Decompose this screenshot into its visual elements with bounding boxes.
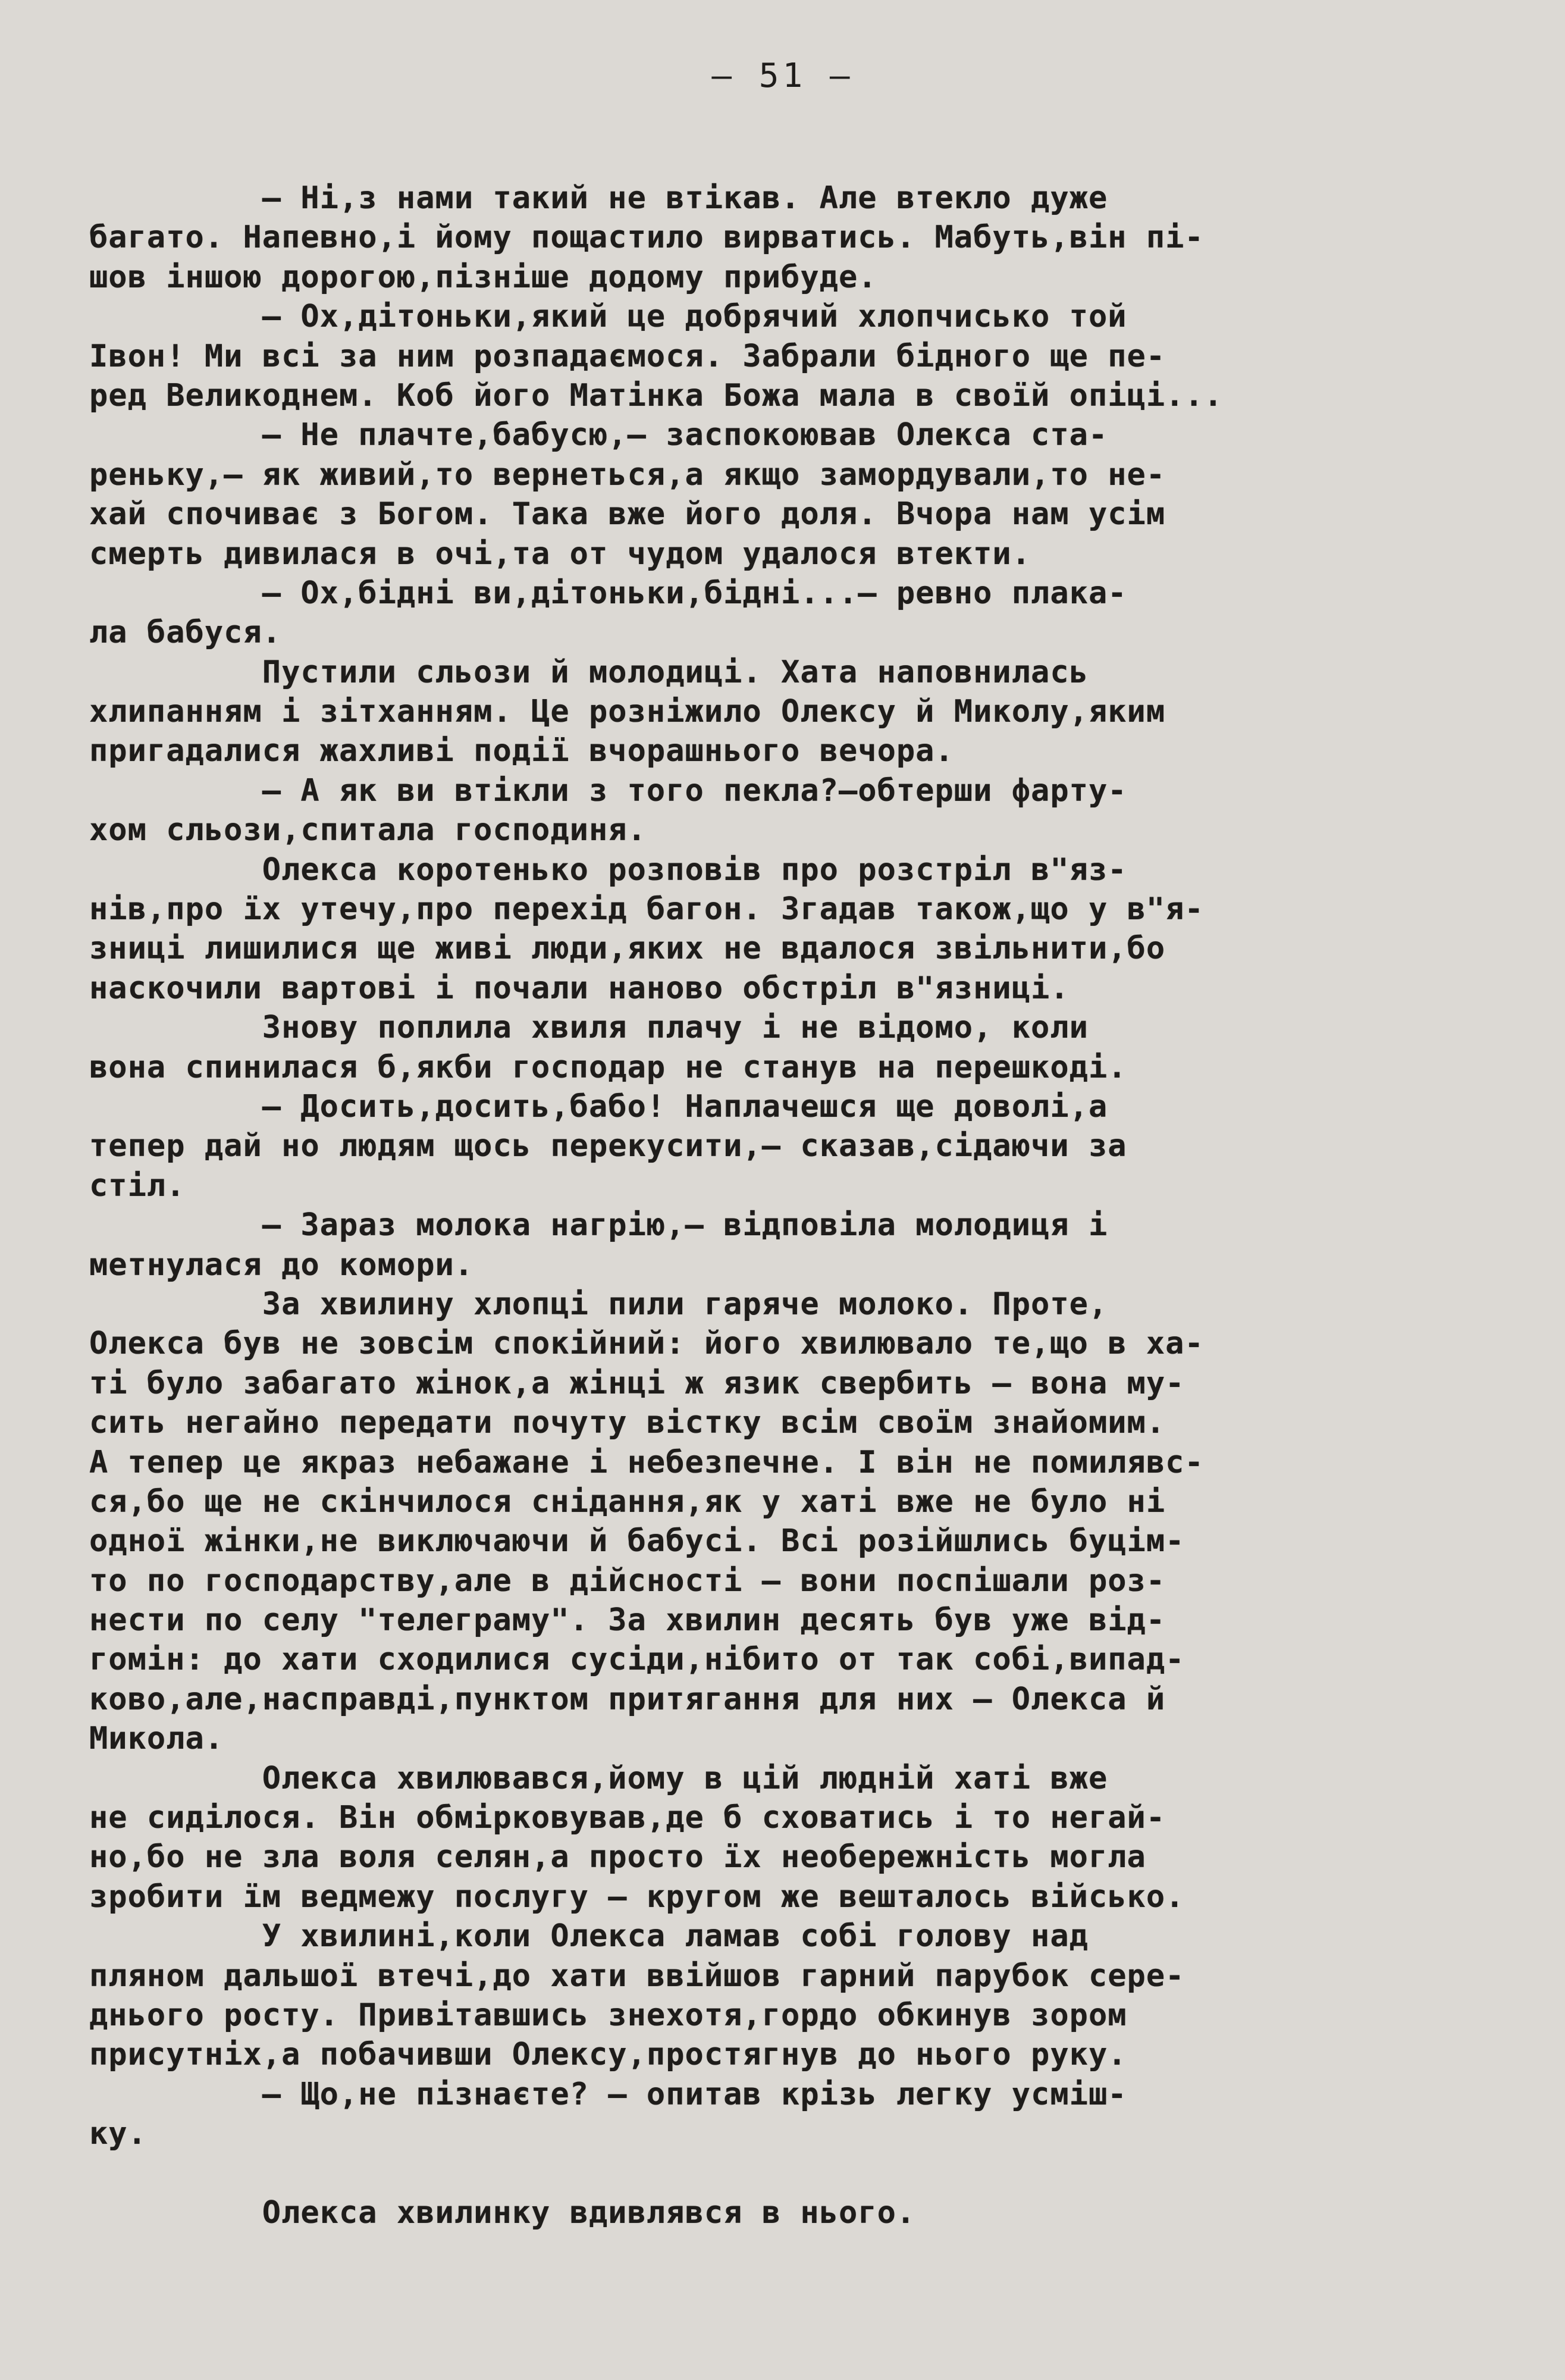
text-line: не сиділося. Він обмірковував,де б сховатись і то негай- (89, 1800, 1166, 1836)
text-line: зробити їм ведмежу послугу – кругом же вешталось військо. (89, 1878, 1185, 1915)
text-line: – Досить,досить,бабо! Наплачешся ще доволі,а (89, 1088, 1108, 1125)
text-line: ті було забагато жінок,а жінці ж язик свербить – вона му- (89, 1365, 1185, 1401)
text-line: – Не плачте,бабусю,– заспокоював Олекса ста- (89, 417, 1108, 453)
text-line: смерть дивилася в очі,та от чудом удалося втекти. (89, 536, 1031, 572)
text-line: – Ні,з нами такий не втікав. Але втекло дуже (89, 180, 1108, 216)
text-line: наскочили вартові і почали наново обстріл в"язниці. (89, 970, 1070, 1006)
text-line: тепер дай но людям щось перекусити,– сказав,сідаючи за (89, 1128, 1127, 1164)
text-line: ла бабуся. (89, 615, 282, 651)
text-line: вона спинилася б,якби господар не станув на перешкоді. (89, 1049, 1127, 1085)
text-line: ку. (89, 2116, 147, 2152)
text-line: хлипанням і зітханням. Це розніжило Олексу й Миколу,яким (89, 694, 1166, 730)
text-line: – Що,не пізнаєте? – опитав крізь легку усміш- (89, 2076, 1127, 2112)
text-line: За хвилину хлопці пили гаряче молоко. Проте, (89, 1286, 1108, 1322)
text-line: ково,але,насправді,пунктом притягання для них – Олекса й (89, 1681, 1166, 1717)
text-line: А тепер це якраз небажане і небезпечне. І він не помилявс- (89, 1444, 1204, 1480)
text-line: У хвилині,коли Олекса ламав собі голову над (89, 1918, 1089, 1955)
text-line: Микола. (89, 1721, 224, 1757)
text-line: ся,бо ще не скінчилося снідання,як у хаті вже не було ні (89, 1483, 1166, 1520)
text-line (89, 2154, 1517, 2193)
text-line: Олекса коротенько розповів про розстріл в"яз- (89, 851, 1127, 888)
text-line: сить негайно передати почуту вістку всім своїм знайомим. (89, 1405, 1166, 1441)
text-line: реньку,– як живий,то вернеться,а якщо замордували,то не- (89, 456, 1166, 493)
text-line: гомін: до хати сходилися сусіди,нібито от так собі,випад- (89, 1642, 1185, 1678)
text-line: хом сльози,спитала господиня. (89, 812, 647, 848)
text-line: багато. Напевно,і йому пощастило вирватись. Мабуть,він пі- (89, 220, 1204, 256)
text-line: Івон! Ми всі за ним розпадаємося. Забрали бідного ще пе- (89, 338, 1166, 374)
text-line: нести по селу "телеграму". За хвилин десять був уже від- (89, 1602, 1166, 1639)
text-line: – Ох,дітоньки,який це добрячий хлопчисько той (89, 299, 1127, 335)
text-line: то по господарству,але в дійсності – вони поспішали роз- (89, 1562, 1166, 1599)
text-line: Пустили сльози й молодиці. Хата наповнилась (89, 654, 1089, 690)
text-line: зниці лишилися ще живі люди,яких не вдалося звільнити,бо (89, 931, 1166, 967)
text-line: присутніх,а побачивши Олексу,простягнув до нього руку. (89, 2037, 1127, 2073)
text-line: метнулася до комори. (89, 1247, 474, 1283)
text-line: нів,про їх утечу,про перехід багон. Згадав також,що у в"я- (89, 891, 1204, 928)
text-line: пригадалися жахливі події вчорашнього вечора. (89, 733, 954, 769)
text-line: Знову поплила хвиля плачу і не відомо, коли (89, 1010, 1089, 1046)
text-line: Олекса був не зовсім спокійний: його хвилювало те,що в ха- (89, 1326, 1204, 1362)
text-line: стіл. (89, 1167, 186, 1204)
text-line: ред Великоднем. Коб його Матінка Божа мала в своїй опіці... (89, 377, 1224, 414)
text-line: – Зараз молока нагрію,– відповіла молодиця і (89, 1207, 1108, 1244)
text-line: Олекса хвилювався,йому в цій людній хаті вже (89, 1760, 1108, 1796)
text-line: пляном дальшої втечі,до хати ввійшов гарний парубок сере- (89, 1958, 1185, 1994)
text-line: но,бо не зла воля селян,а просто їх необережність могла (89, 1839, 1146, 1875)
text-line: днього росту. Привітавшись знехотя,гордо обкинув зором (89, 1997, 1127, 2033)
text-line: одної жінки,не виключаючи й бабусі. Всі розійшлись буцім- (89, 1523, 1185, 1559)
text-line: – А як ви втікли з того пекла?–обтерши фарту- (89, 772, 1127, 809)
body-text (89, 178, 1517, 2232)
text-line: Олекса хвилинку вдивлявся в нього. (89, 2194, 916, 2231)
text-line: – Ох,бідні ви,дітоньки,бідні...– ревно плака- (89, 575, 1127, 611)
text-line: хай спочиває з Богом. Така вже його доля. Вчора нам усім (89, 496, 1166, 533)
text-line: шов іншою дорогою,пізніше додому прибуде. (89, 259, 877, 295)
page-number: – 51 – (711, 57, 854, 95)
